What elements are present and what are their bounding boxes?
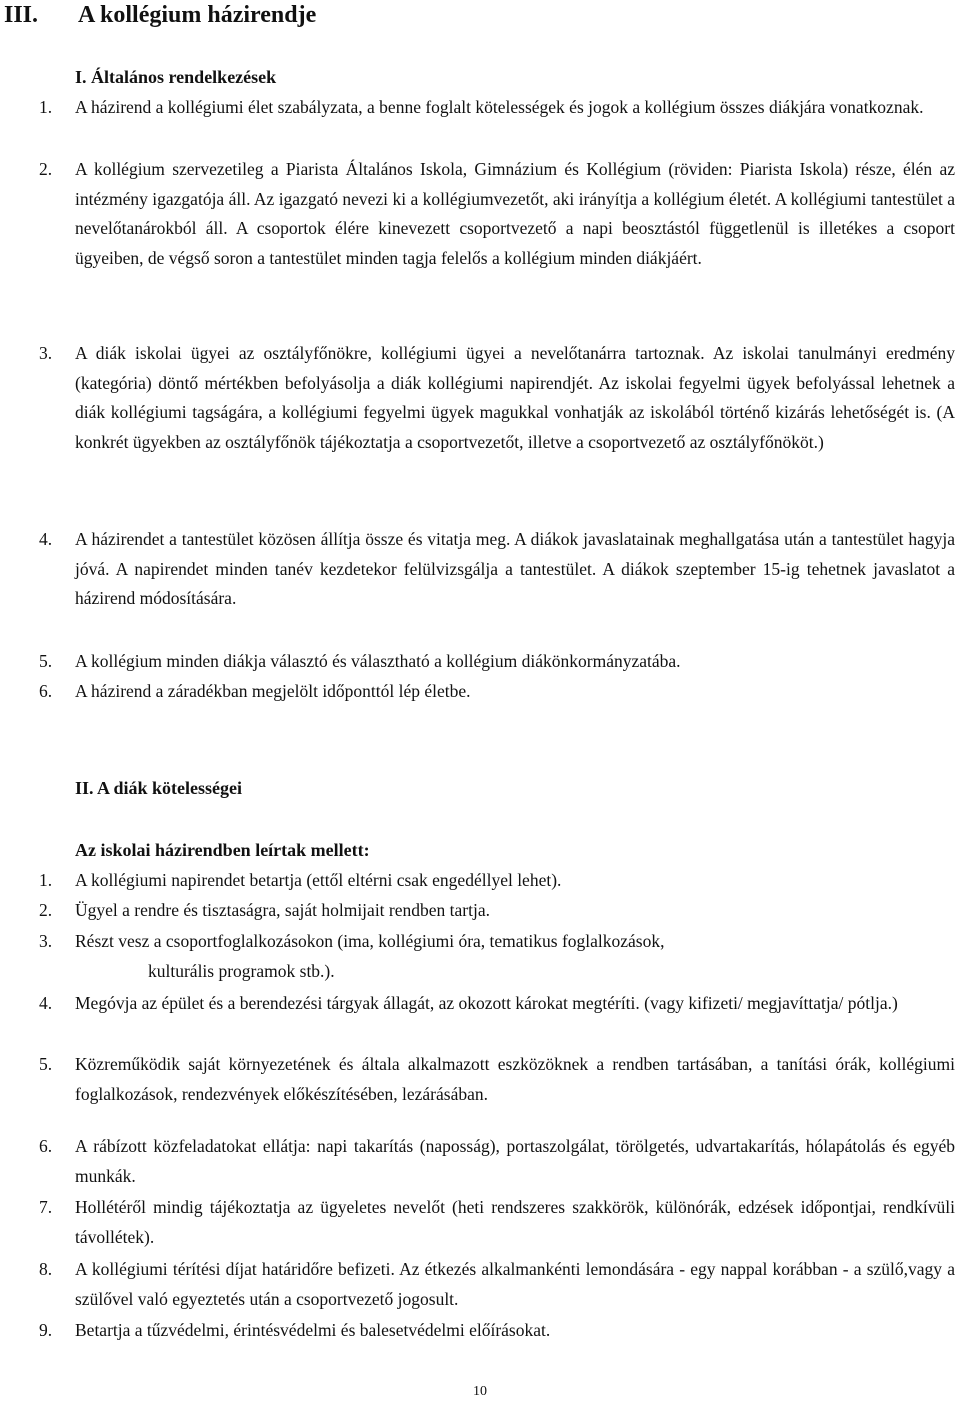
item-number: 5. bbox=[39, 651, 53, 671]
list-item bbox=[39, 677, 955, 707]
item-text: Ügyel a rendre és tisztaságra, saját holmijait rendben tartja. bbox=[75, 900, 490, 920]
list-item bbox=[39, 1316, 955, 1346]
item-number: 2. bbox=[39, 159, 53, 179]
item-text: A házirendet a tantestület közösen állítja össze és vitatja meg. A diákok javaslatainak meghallgatása után a tantestület hagyja jóvá. A napirendet minden tanév kezdetekor felülvizsgálja a tantestület. A diákok szeptember 15-ig tehetnek javaslatot a házirend módosítására. bbox=[75, 529, 955, 608]
list-item bbox=[39, 1132, 955, 1191]
item-number: 8. bbox=[39, 1259, 53, 1279]
section-2-subtitle: Az iskolai házirendben leírtak mellett: bbox=[75, 840, 370, 860]
chapter-number: III. bbox=[4, 2, 39, 28]
item-text: A kollégium minden diákja választó és választható a kollégium diákönkormányzatába. bbox=[75, 651, 681, 671]
item-number: 2. bbox=[39, 900, 53, 920]
list-item bbox=[39, 1050, 955, 1109]
page-number: 10 bbox=[473, 1384, 487, 1399]
list-item bbox=[39, 525, 955, 614]
list-item bbox=[39, 989, 955, 1019]
item-number: 3. bbox=[39, 343, 53, 363]
item-text-line-2: kulturális programok stb.). bbox=[148, 960, 335, 981]
item-text: Közreműködik saját környezetének és általa alkalmazott eszközöknek a rendben tartásában, a tanítási órák, kollégiumi foglalkozások, rendezvények előkészítésében, lezárásában. bbox=[75, 1054, 955, 1104]
item-text: Betartja a tűzvédelmi, érintésvédelmi és balesetvédelmi előírásokat. bbox=[75, 1320, 551, 1340]
item-text: A diák iskolai ügyei az osztályfőnökre, kollégiumi ügyei a nevelőtanárra tartoznak. Az iskolai tanulmányi eredmény (kategória) döntő mértékben befolyásolja a diák kollégiumi napirendjét. Az iskolai fegyelmi ügyek befolyással lehetnek a diák kollégiumi tagságára, a kollégiumi fegyelmi ügyek magukkal vonhatják az iskolából történő kizárás lehetőségét is. (A konkrét ügyekben az osztályfőnök tájékoztatja a csoportvezetőt, illetve a csoportvezető az osztályfőnököt.) bbox=[75, 343, 955, 452]
item-text: Hollétéről mindig tájékoztatja az ügyeletes nevelőt (heti rendszeres szakkörök, különórák, edzések időpontjai, rendkívüli távollétek). bbox=[75, 1197, 955, 1247]
list-item bbox=[39, 339, 955, 457]
item-text: A rábízott közfeladatokat ellátja: napi takarítás (naposság), portaszolgálat, törölgetés, udvartakarítás, hólapátolás és egyéb munkák. bbox=[75, 1136, 955, 1186]
chapter-heading bbox=[4, 0, 316, 30]
item-text: A házirend a kollégiumi élet szabályzata, a benne foglalt kötelességek és jogok a kollégium összes diákjára vonatkoznak. bbox=[75, 97, 924, 117]
item-number: 3. bbox=[39, 931, 53, 951]
item-text: Megóvja az épület és a berendezési tárgyak állagát, az okozott károkat megtéríti. (vagy kifizeti/ megjavíttatja/ pótlja.) bbox=[75, 993, 898, 1013]
list-item bbox=[39, 896, 955, 926]
item-number: 7. bbox=[39, 1197, 53, 1217]
section-2-title: II. A diák kötelességei bbox=[75, 778, 243, 798]
item-number: 6. bbox=[39, 681, 53, 701]
chapter-title: A kollégium házirendje bbox=[78, 2, 317, 28]
list-item bbox=[39, 927, 955, 986]
item-number: 6. bbox=[39, 1136, 53, 1156]
item-text: A házirend a záradékban megjelölt időponttól lép életbe. bbox=[75, 681, 471, 701]
item-number: 4. bbox=[39, 993, 53, 1013]
item-number: 4. bbox=[39, 529, 53, 549]
item-text-line-1: Részt vesz a csoportfoglalkozásokon (ima, kollégiumi óra, tematikus foglalkozások, bbox=[75, 931, 665, 951]
list-item bbox=[39, 866, 955, 896]
item-text: A kollégiumi napirendet betartja (ettől eltérni csak engedéllyel lehet). bbox=[75, 870, 562, 890]
list-item bbox=[39, 1255, 955, 1314]
item-number: 9. bbox=[39, 1320, 53, 1340]
section-1-title: I. Általános rendelkezések bbox=[75, 67, 277, 87]
item-number: 1. bbox=[39, 870, 53, 890]
list-item bbox=[39, 1193, 955, 1252]
item-text bbox=[75, 927, 955, 986]
list-item bbox=[39, 93, 955, 123]
list-item bbox=[39, 647, 955, 677]
item-number: 5. bbox=[39, 1054, 53, 1074]
list-item bbox=[39, 155, 955, 273]
item-text: A kollégium szervezetileg a Piarista Általános Iskola, Gimnázium és Kollégium (röviden: Piarista Iskola) része, élén az intézmény igazgatója áll. Az igazgató nevezi ki a kollégiumvezetőt, aki irányítja a kollégium életét. A kollégiumi tantestület a nevelőtanárokból áll. A csoportok élére kinevezett csoportvezető a napi beosztástól függetlenül is illetékes a csoport ügyeiben, de végső soron a tantestület minden tagja felelős a kollégium minden diákjáért. bbox=[75, 159, 955, 268]
item-text: A kollégiumi térítési díjat határidőre befizeti. Az étkezés alkalmankénti lemondására - egy nappal korábban - a szülő,vagy a szülővel való egyeztetés után a csoportvezető jogosult. bbox=[75, 1259, 955, 1309]
item-number: 1. bbox=[39, 97, 53, 117]
